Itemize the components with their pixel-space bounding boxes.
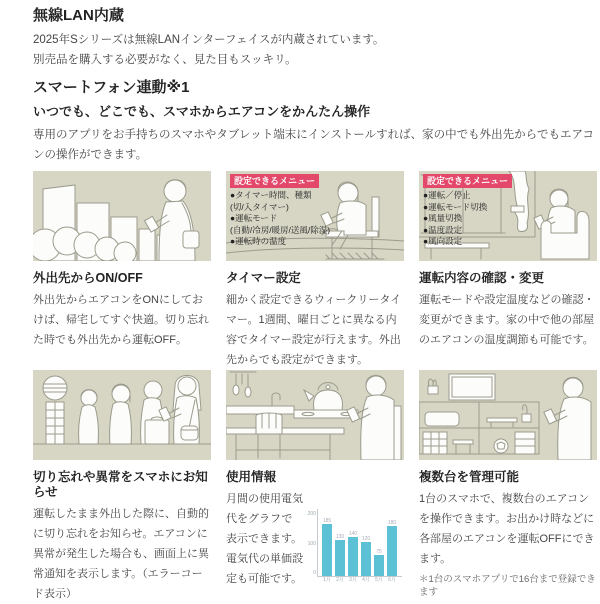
menu-item: ●運転時の温度	[230, 236, 287, 246]
feature-illustration-city	[33, 171, 211, 261]
usage-chart-bar: 130 2月	[335, 534, 345, 583]
house-cutaway-scene-illustration	[419, 370, 597, 460]
feature-card-status-change	[419, 171, 597, 370]
menu-item: ●運転モード	[230, 213, 278, 223]
feature-card-alert	[33, 370, 211, 604]
feature-title: 使用情報	[226, 470, 277, 484]
settings-menu-label: 設定できるメニュー	[423, 174, 512, 188]
feature-body: 細かく設定できるウィークリータイマー。1週間、曜日ごとに異なる内容でタイマー設定が行えます。外出先からでも設定ができます。	[226, 294, 402, 366]
usage-chart	[307, 509, 404, 585]
usage-chart-yticks: 200 100 0	[307, 511, 316, 576]
feature-body-text: 月間の使用電気代をグラフで表示できます。電気代の単価設定も可能です。	[226, 493, 303, 585]
feature-body: 1台のスマホで、複数台のエアコンを操作できます。お出かけ時などに各部屋のエアコンを運転OFFにできます。	[419, 493, 595, 565]
menu-item: (切/入タイマー)	[230, 201, 289, 212]
settings-menu-overlay	[423, 174, 512, 248]
kitchen-scene-illustration	[226, 370, 404, 460]
menu-item: ●タイマー時間、種類	[230, 190, 312, 200]
feature-grid	[33, 171, 597, 604]
usage-chart-bar: 185 1月	[322, 518, 332, 583]
feature-card-remote-onoff	[33, 171, 211, 370]
usage-chart-bars	[317, 509, 402, 583]
feature-footnote: ＊1台のスマホアプリで16台まで登録できます	[419, 574, 596, 598]
feature-body: 外出先からエアコンをONにしておけば、帰宅してすぐ快適。切り忘れた時でも外出先から運転OFF。	[33, 294, 209, 346]
feature-card-timer	[226, 171, 404, 370]
wireless-lan-text-line2: 別売品を購入する必要がなく、見た目もスッキリ。	[33, 54, 297, 66]
smartphone-heading: スマートフォン連動※1	[33, 79, 190, 96]
feature-body: 運転モードや設定温度などの確認・変更ができます。家の中で他の部屋のエアコンの温度調節も可能です。	[419, 294, 595, 346]
feature-illustration-house	[419, 370, 597, 460]
usage-chart-bar: 180 6月	[387, 520, 397, 583]
smartphone-lead-text: 専用のアプリをお手持ちのスマホやタブレット端末にインストールすれば、家の中でも外出先からでもエアコンの操作ができます。	[33, 129, 594, 161]
feature-title: 複数台を管理可能	[419, 470, 520, 484]
wireless-lan-heading: 無線LAN内蔵	[33, 7, 124, 24]
feature-title: 切り忘れや異常をスマホにお知らせ	[33, 470, 208, 499]
feature-title: 外出先からON/OFF	[33, 271, 143, 285]
feature-body	[226, 489, 404, 589]
feature-card-usage-info	[226, 370, 404, 604]
usage-chart-bar: 140 3月	[348, 531, 358, 583]
feature-illustration-bench	[226, 171, 404, 261]
feature-illustration-queue	[33, 370, 211, 460]
menu-item: ●温度設定	[423, 224, 463, 235]
feature-title: 運転内容の確認・変更	[419, 271, 545, 285]
menu-item: (自動/冷房/暖房/送風/除湿)	[230, 224, 331, 235]
menu-item: ●運転／停止	[423, 190, 471, 200]
city-scene-illustration	[33, 171, 211, 261]
menu-item: ●風量切換	[423, 213, 463, 223]
feature-card-multi-unit	[419, 370, 597, 604]
smartphone-section	[33, 78, 597, 165]
feature-illustration-livingroom	[419, 171, 597, 261]
feature-illustration-kitchen	[226, 370, 404, 460]
smartphone-subheading: いつでも、どこでも、スマホからエアコンをかんたん操作	[33, 104, 371, 119]
usage-chart-bar: 75 5月	[375, 549, 383, 583]
menu-item: ●風向設定	[423, 236, 463, 246]
usage-chart-bar: 120 4月	[361, 536, 371, 583]
settings-menu-label: 設定できるメニュー	[230, 174, 319, 188]
feature-title: タイマー設定	[226, 271, 301, 285]
queue-scene-illustration	[33, 370, 211, 460]
feature-body: 運転したまま外出した際に、自動的に切り忘れをお知らせ。エアコンに異常が発生した場合も、画面上に異常通知を表示します。（エラーコード表示）	[33, 508, 209, 600]
wireless-lan-text-line1: 2025年Sシリーズは無線LANインターフェイスが内蔵されています。	[33, 34, 385, 46]
settings-menu-overlay	[230, 174, 330, 248]
menu-item: ●運転モード切換	[423, 201, 488, 212]
